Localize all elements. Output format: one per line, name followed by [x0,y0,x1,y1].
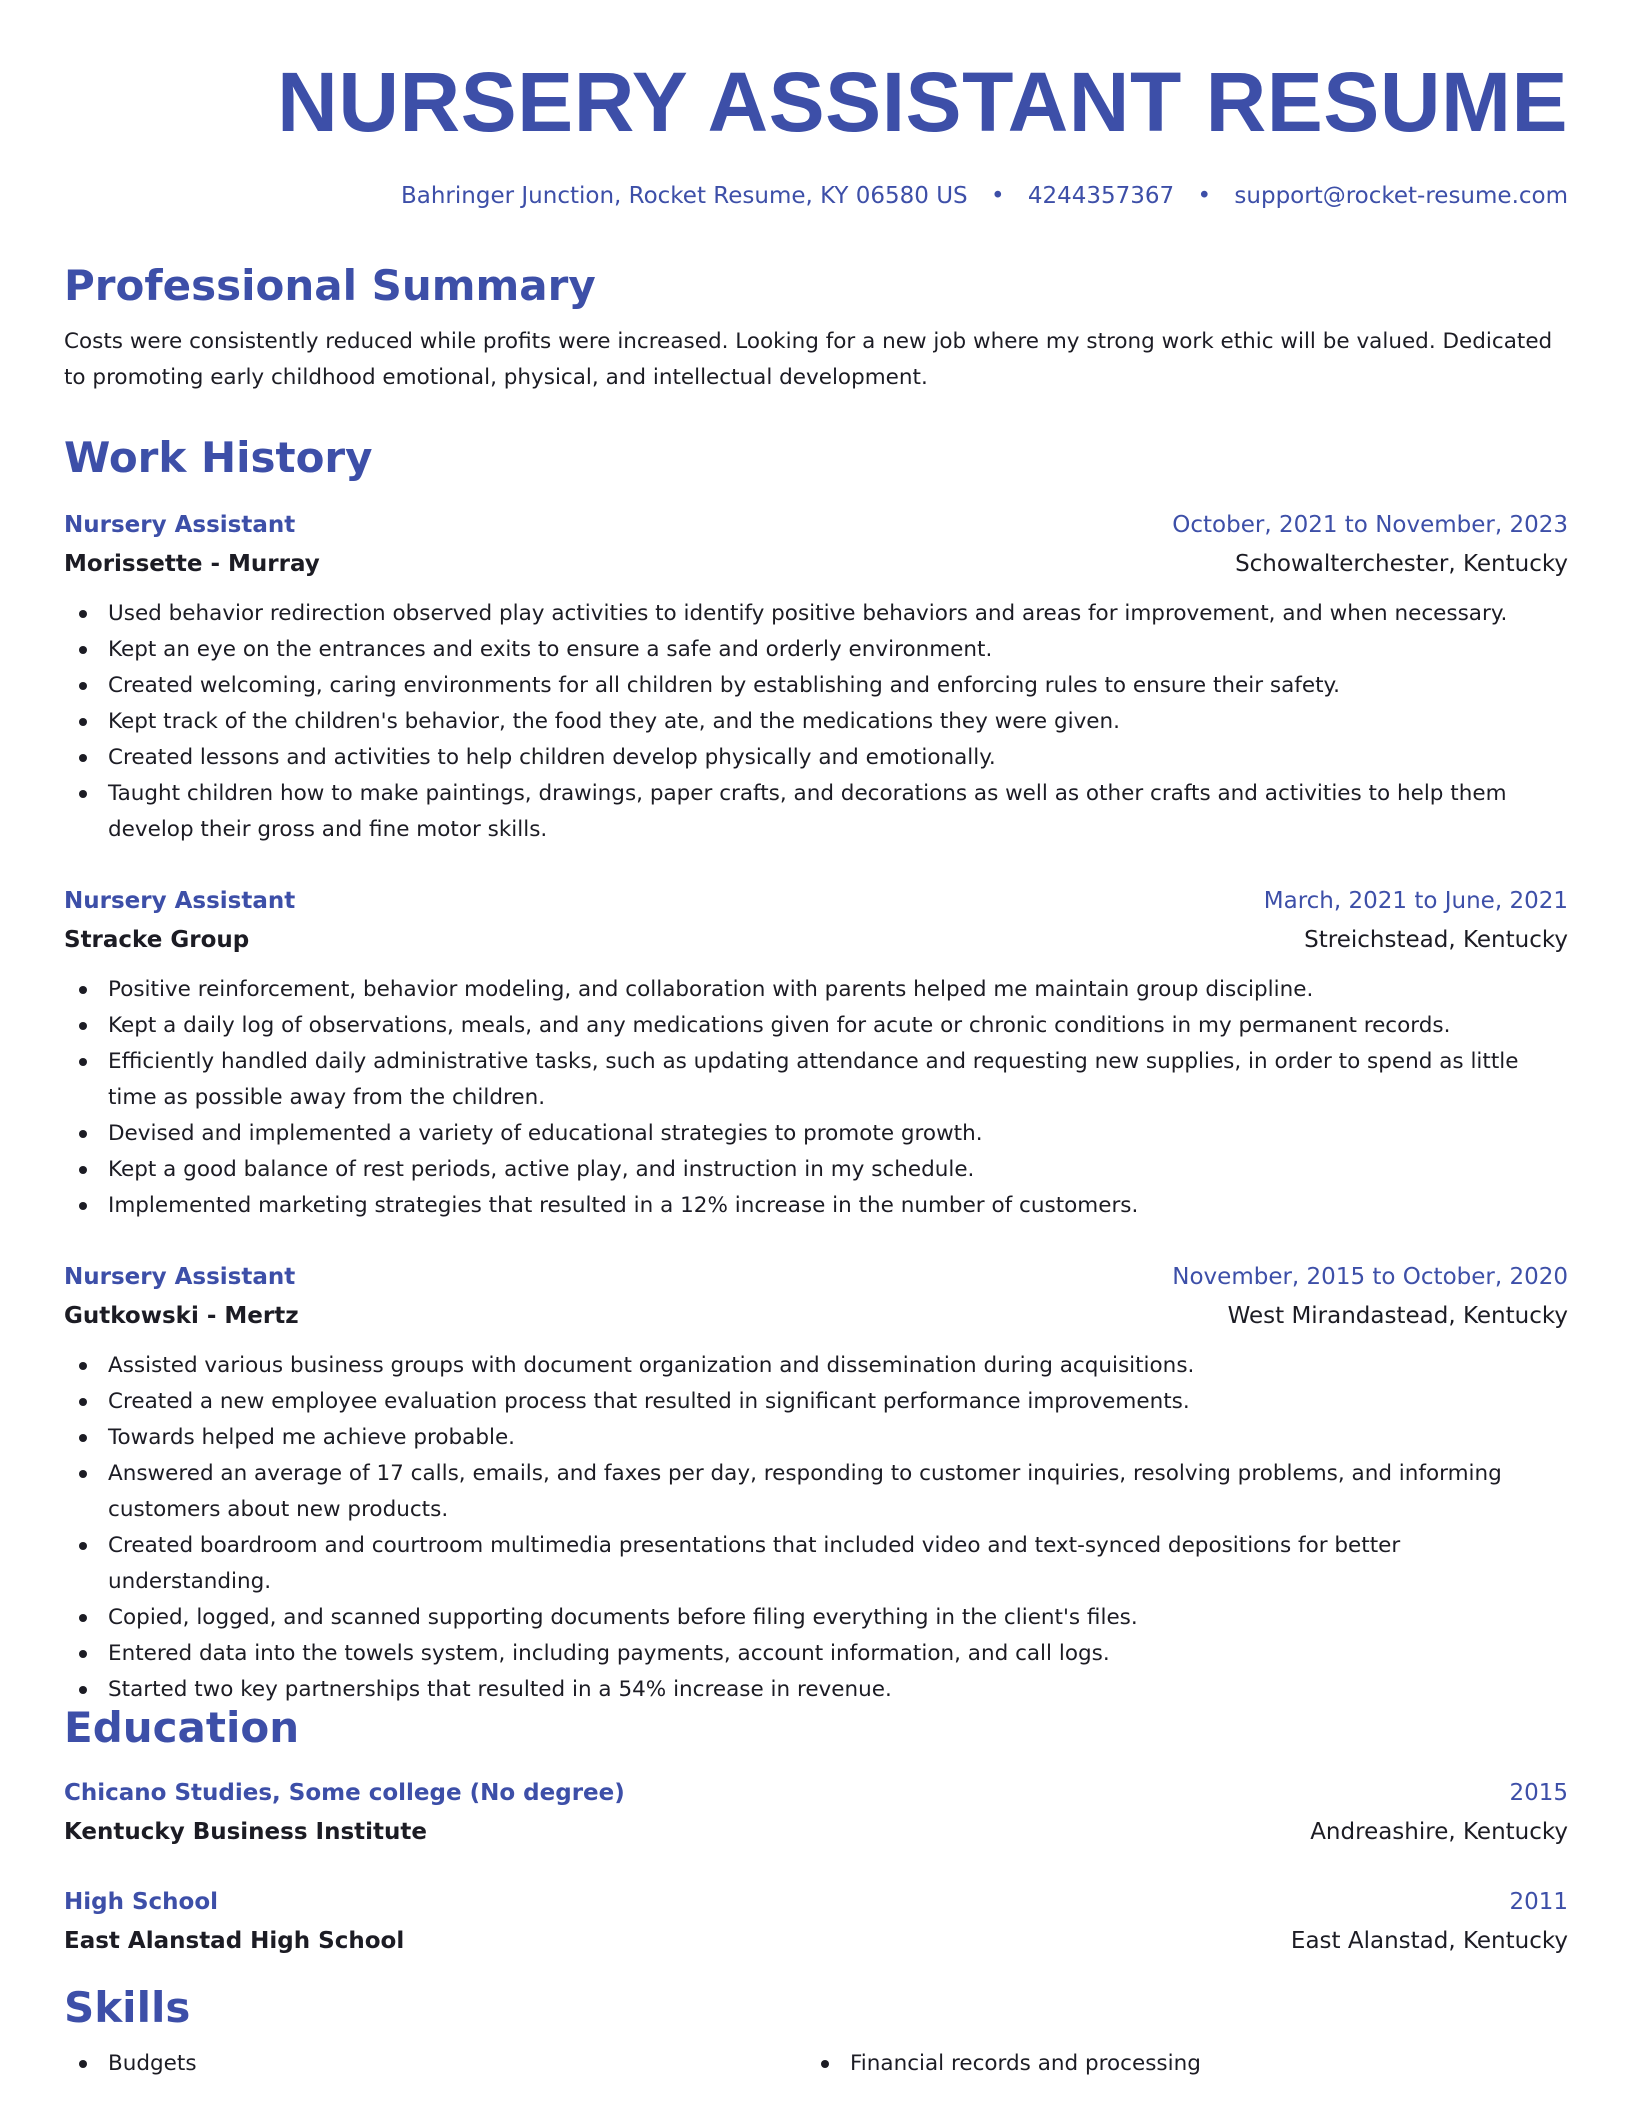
job-employer: Morissette - Murray [64,551,320,577]
list-item: Efficiently handled daily administrative tasks, such as updating attendance and requesting new supplies, in order to spend as little time as possible away from the children. [64,1044,1568,1116]
skills-list [64,2046,1568,2082]
education-degree: Chicano Studies, Some college (No degree) [64,1780,625,1806]
list-item: Devised and implemented a variety of educational strategies to promote growth. [64,1116,1568,1152]
list-item: Answered an average of 17 calls, emails, and faxes per day, responding to customer inquiries, resolving problems, and informing customers about new products. [64,1456,1568,1528]
list-item: Kept a good balance of rest periods, active play, and instruction in my schedule. [64,1152,1568,1188]
skills-column-right [806,2046,1548,2082]
education-entry [64,1774,1568,1852]
education-heading: Education [64,1703,300,1752]
summary-section [64,260,1568,396]
skills-heading: Skills [64,1983,191,2032]
contact-separator: • [990,183,1005,209]
list-item: Towards helped me achieve probable. [64,1420,1568,1456]
skill-item: Financial records and processing [806,2046,1548,2082]
education-year: 2011 [1509,1889,1568,1915]
job-title: Nursery Assistant [64,1264,296,1290]
contact-address: Bahringer Junction, Rocket Resume, KY 06580 US [400,183,968,209]
education-school: East Alanstad High School [64,1928,405,1954]
list-item: Kept an eye on the entrances and exits to ensure a safe and orderly environment. [64,632,1568,668]
job-employer: Gutkowski - Mertz [64,1303,299,1329]
job-location: Streichstead, Kentucky [1304,927,1568,953]
list-item: Created welcoming, caring environments for all children by establishing and enforcing rules to ensure their safety. [64,668,1568,704]
skills-column-left [64,2046,806,2082]
job-entry [64,1258,1568,1708]
job-bullets [64,972,1568,1224]
job-bullets [64,596,1568,848]
job-title: Nursery Assistant [64,888,296,914]
education-location: Andreashire, Kentucky [1310,1819,1568,1845]
job-entry [64,882,1568,1224]
education-year: 2015 [1509,1780,1568,1806]
list-item: Positive reinforcement, behavior modeling, and collaboration with parents helped me maintain group discipline. [64,972,1568,1008]
work-history-section [64,432,1568,484]
list-item: Started two key partnerships that resulted in a 54% increase in revenue. [64,1672,1568,1708]
education-section [64,1702,1568,1754]
contact-email[interactable]: support@rocket-resume.com [1234,183,1568,209]
education-degree: High School [64,1889,219,1915]
list-item: Kept a daily log of observations, meals, and any medications given for acute or chronic conditions in my permanent records. [64,1008,1568,1044]
list-item: Assisted various business groups with document organization and dissemination during acquisitions. [64,1348,1568,1384]
job-dates: November, 2015 to October, 2020 [1172,1264,1568,1290]
skill-item: Budgets [64,2046,806,2082]
list-item: Created boardroom and courtroom multimedia presentations that included video and text-synced depositions for better understanding. [64,1528,1568,1600]
summary-text: Costs were consistently reduced while profits were increased. Looking for a new job where my strong work ethic will be valued. Dedicated to promoting early childhood emotional, physical, and intellectual development. [64,329,1553,390]
education-location: East Alanstad, Kentucky [1290,1928,1568,1954]
list-item: Taught children how to make paintings, drawings, paper crafts, and decorations as well as other crafts and activities to help them develop their gross and fine motor skills. [64,776,1568,848]
education-entry [64,1883,1568,1961]
contact-separator: • [1197,183,1212,209]
job-dates: March, 2021 to June, 2021 [1263,888,1568,914]
list-item: Implemented marketing strategies that resulted in a 12% increase in the number of customers. [64,1188,1568,1224]
list-item: Entered data into the towels system, including payments, account information, and call logs. [64,1636,1568,1672]
work-history-heading: Work History [64,433,373,482]
contact-line [401,180,1568,212]
list-item: Copied, logged, and scanned supporting documents before filing everything in the client's files. [64,1600,1568,1636]
job-dates: October, 2021 to November, 2023 [1172,512,1568,538]
summary-heading: Professional Summary [64,261,596,310]
skills-section [64,1982,1568,2082]
list-item: Used behavior redirection observed play activities to identify positive behaviors and areas for improvement, and when necessary. [64,596,1568,632]
job-entry [64,506,1568,848]
list-item: Created lessons and activities to help children develop physically and emotionally. [64,740,1568,776]
education-school: Kentucky Business Institute [64,1819,427,1845]
job-location: Schowalterchester, Kentucky [1235,551,1568,577]
contact-phone[interactable]: 4244357367 [1027,183,1175,209]
job-title: Nursery Assistant [64,512,296,538]
resume-title: NURSERY ASSISTANT RESUME [277,55,1568,149]
job-location: West Mirandastead, Kentucky [1227,1303,1568,1329]
job-bullets [64,1348,1568,1708]
job-employer: Stracke Group [64,927,250,953]
list-item: Created a new employee evaluation process that resulted in significant performance improvements. [64,1384,1568,1420]
list-item: Kept track of the children's behavior, the food they ate, and the medications they were given. [64,704,1568,740]
